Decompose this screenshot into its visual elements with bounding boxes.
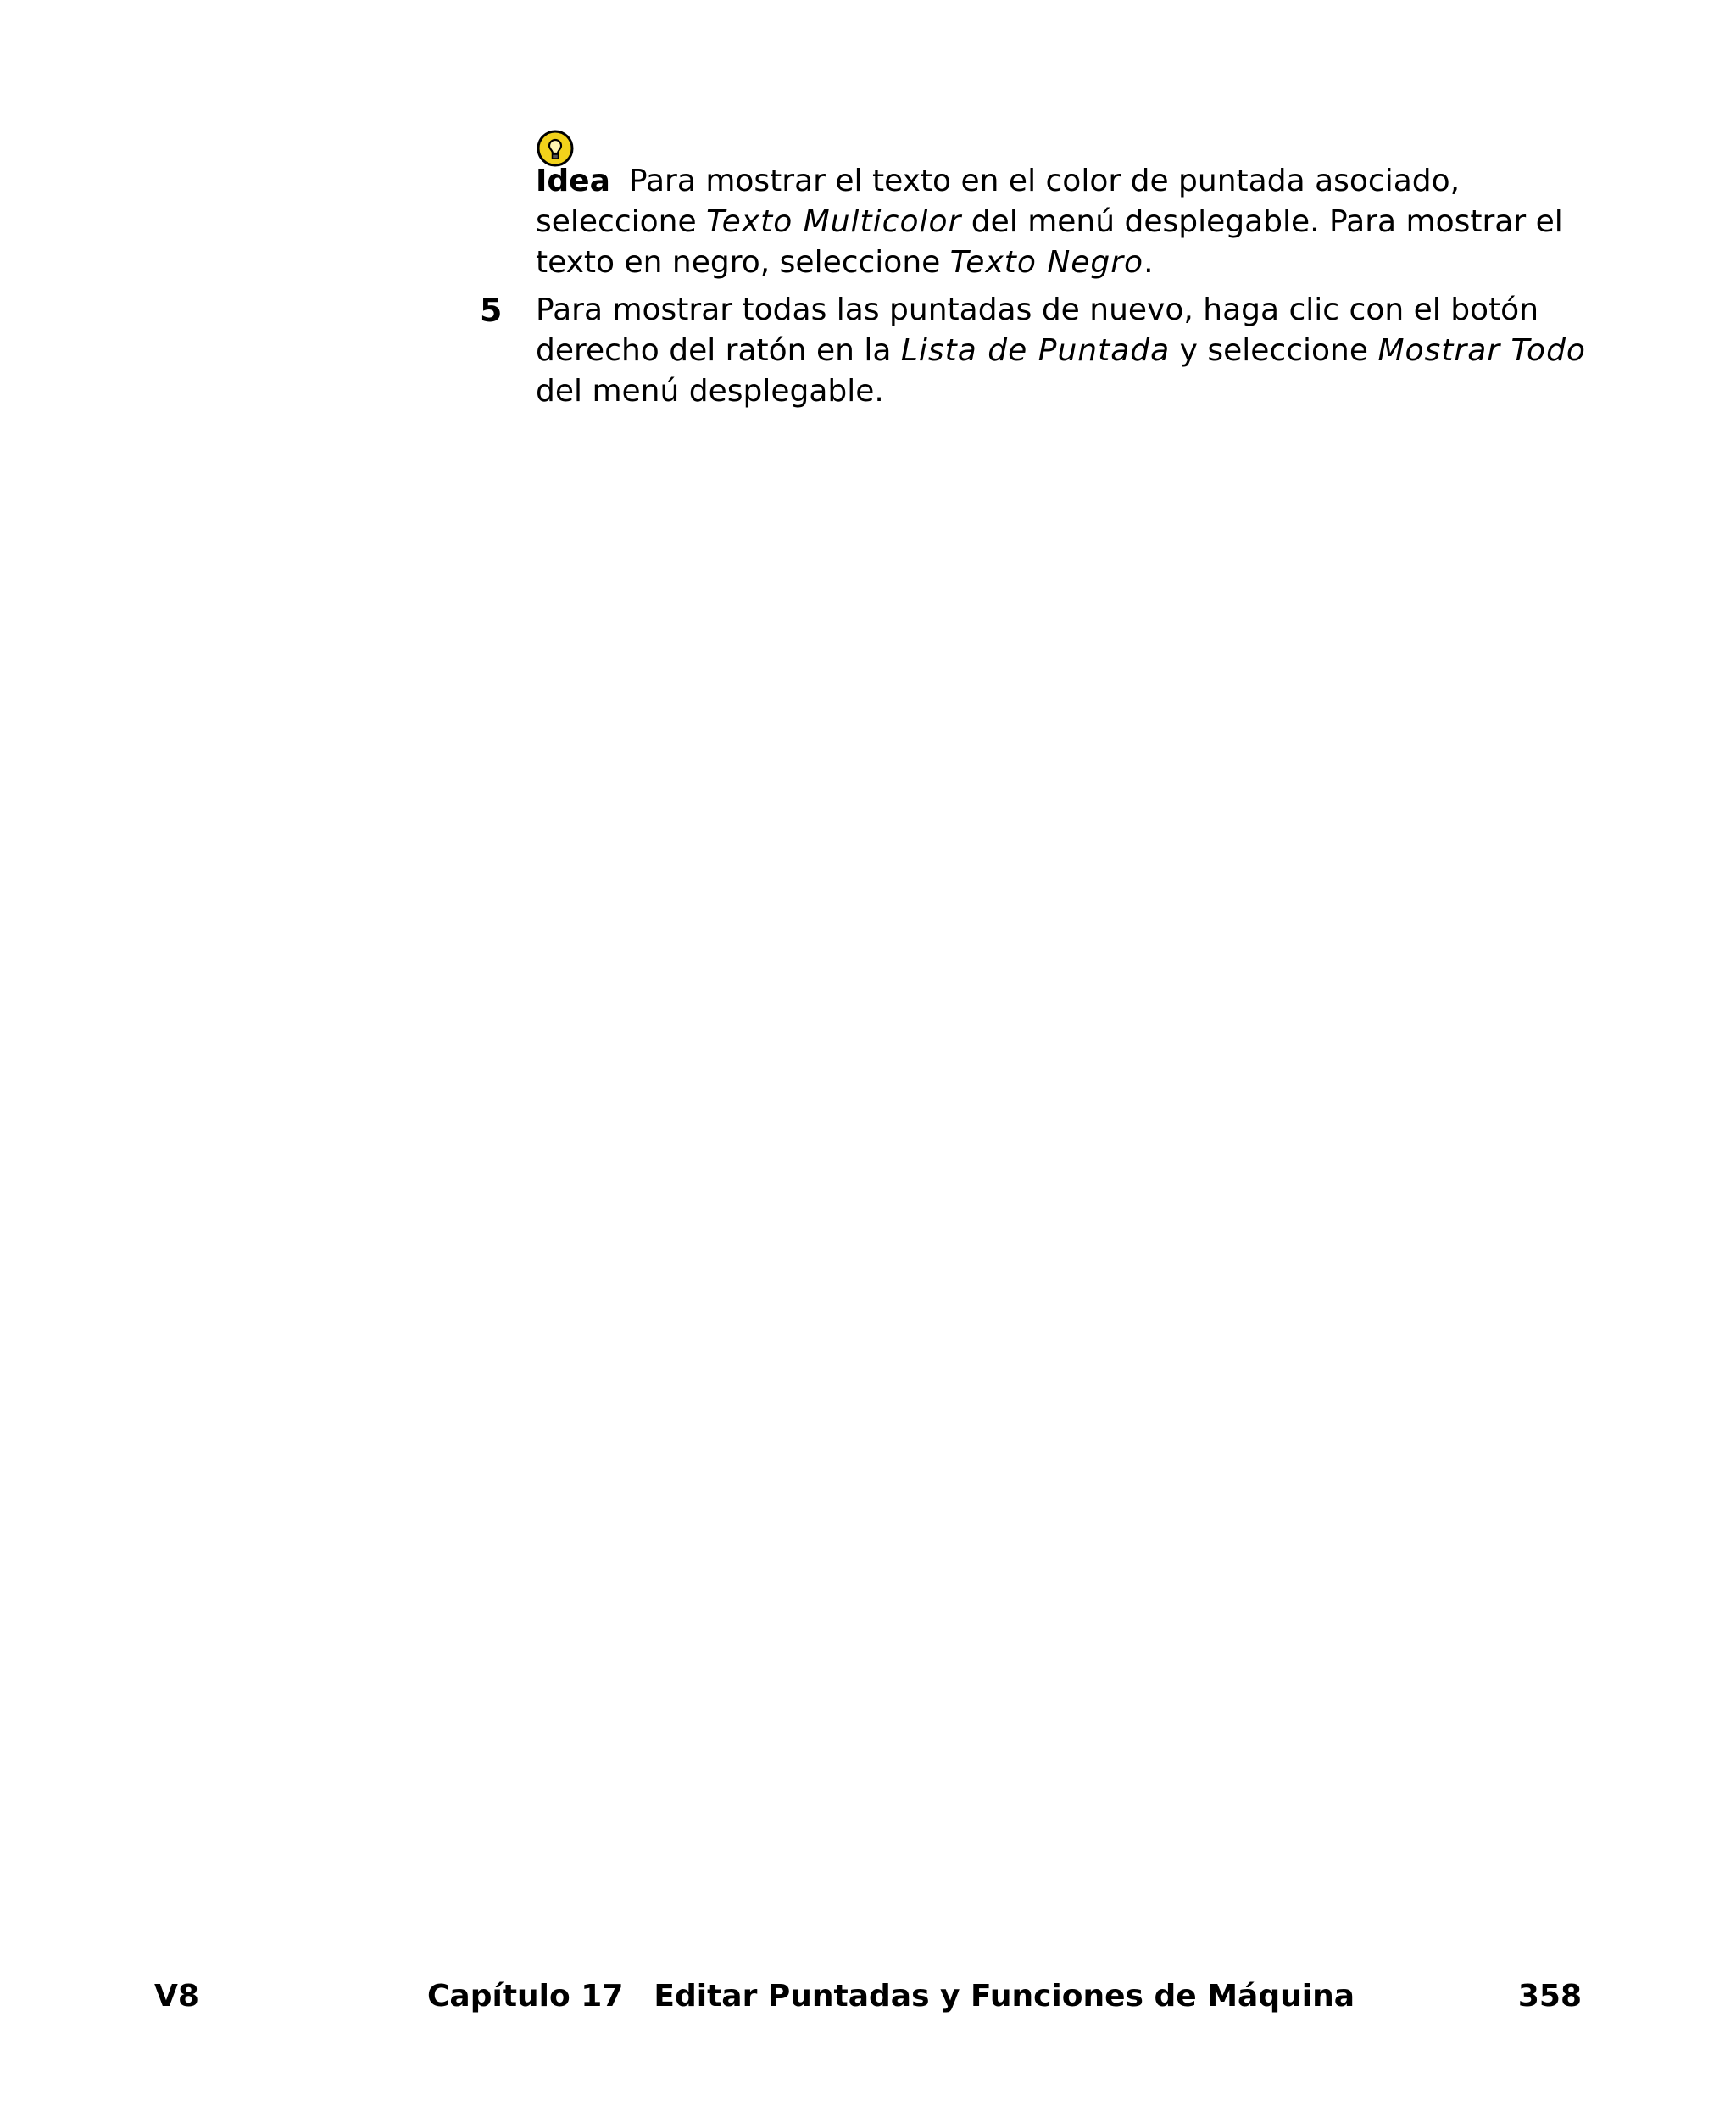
step-paragraph	[536, 290, 1587, 412]
tip-text-3: .	[1143, 245, 1154, 280]
footer-chapter	[427, 1975, 1355, 2018]
step-italic-mostrar: Mostrar Todo	[1377, 333, 1586, 368]
footer-chapter-number: Capítulo 17	[427, 1979, 624, 2014]
tip-block	[536, 129, 1587, 283]
tip-paragraph	[536, 161, 1587, 283]
tip-label: Idea	[536, 164, 610, 198]
step-text-2: y seleccione	[1170, 333, 1378, 368]
footer-chapter-title: Editar Puntadas y Funciones de Máquina	[654, 1979, 1355, 2014]
tip-italic-multicolor: Texto Multicolor	[706, 204, 962, 239]
step-text-3: del menú desplegable.	[536, 374, 884, 409]
tip-text-2: del menú desplegable. Para mostrar el texto en negro, seleccione	[536, 204, 1563, 280]
tip-italic-negro: Texto Negro	[949, 245, 1144, 280]
step-italic-lista: Lista de Puntada	[900, 333, 1171, 368]
step-number: 5	[480, 292, 503, 329]
page-footer	[0, 1975, 1736, 2018]
footer-page-number: 358	[1517, 1979, 1582, 2014]
footer-version: V8	[154, 1979, 199, 2014]
tip-text-1: Para mostrar el texto en el color de puntada asociado, seleccione	[536, 164, 1461, 239]
step-text-1: Para mostrar todas las puntadas de nuevo, haga clic con el botón derecho del ratón en la	[536, 292, 1539, 368]
